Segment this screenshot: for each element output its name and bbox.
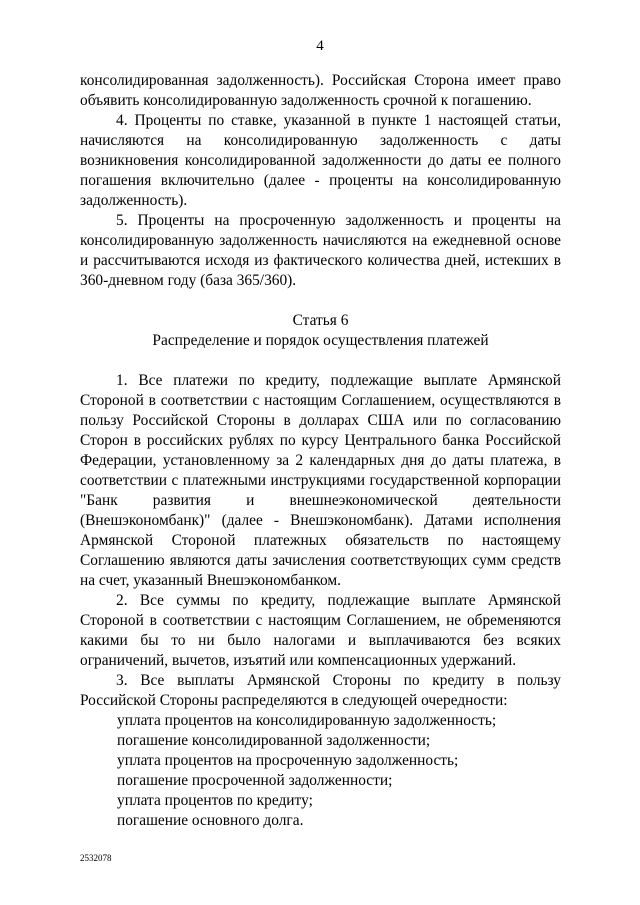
article-title: Распределение и порядок осуществления платежей xyxy=(152,332,489,349)
list-item: погашение консолидированной задолженности; xyxy=(117,732,431,749)
paragraph-article-clause-2: 2. Все суммы по кредиту, подлежащие выплате Армянской Стороной в соответствии с настоящим Соглашением, не обременяются какими бы то ни было налогами и выплачиваются без всяких ограничений, вычетов, изъятий или компенсационных удержаний. xyxy=(80,592,561,669)
document-code: 2532078 xyxy=(80,853,112,863)
article-heading xyxy=(80,311,561,351)
list-item: погашение основного долга. xyxy=(117,812,304,829)
list-item: уплата процентов на просроченную задолженность; xyxy=(117,752,459,769)
paragraph-article-clause-3: 3. Все выплаты Армянской Стороны по кредиту в пользу Российской Стороны распределяются в следующей очередности: xyxy=(80,672,561,709)
list-item: уплата процентов по кредиту; xyxy=(117,792,313,809)
paragraph-clause-5: 5. Проценты на просроченную задолженность и проценты на консолидированную задолженность начисляются на ежедневной основе и рассчитываются исходя из фактического количества дней, истекших в 360-дневном году (база 365/360). xyxy=(80,212,561,289)
article-number: Статья 6 xyxy=(292,312,349,329)
paragraph-clause-4: 4. Проценты по ставке, указанной в пункте 1 настоящей статьи, начисляются на консолидированную задолженность с даты возникновения консолидированной задолженности до даты ее полного погашения включительно (далее - проценты на консолидированную задолженность). xyxy=(80,112,561,209)
paragraph-article-clause-1: 1. Все платежи по кредиту, подлежащие выплате Армянской Стороной в соответствии с настоящим Соглашением, осуществляются в пользу Российской Стороны в долларах США или по согласованию Сторон в российских рублях по курсу Центрального банка Российской Федерации, установленному за 2 календарных дня до даты платежа, в соответствии с платежными инструкциями государственной корпорации "Банк развития и внешнеэкономической деятельности (Внешэкономбанк)" (далее - Внешэкономбанк). Датами исполнения Армянской Стороной платежных обязательств по настоящему Соглашению являются даты зачисления соответствующих сумм средств на счет, указанный Внешэкономбанком. xyxy=(80,372,561,589)
list-item: уплата процентов на консолидированную задолженность; xyxy=(117,712,497,729)
page-number: 4 xyxy=(316,38,324,54)
paragraph-continuation: консолидированная задолженность). Российская Сторона имеет право объявить консолидированную задолженность срочной к погашению. xyxy=(80,72,561,109)
document-body xyxy=(80,71,561,831)
priority-list xyxy=(80,711,561,831)
list-item: погашение просроченной задолженности; xyxy=(117,772,393,789)
